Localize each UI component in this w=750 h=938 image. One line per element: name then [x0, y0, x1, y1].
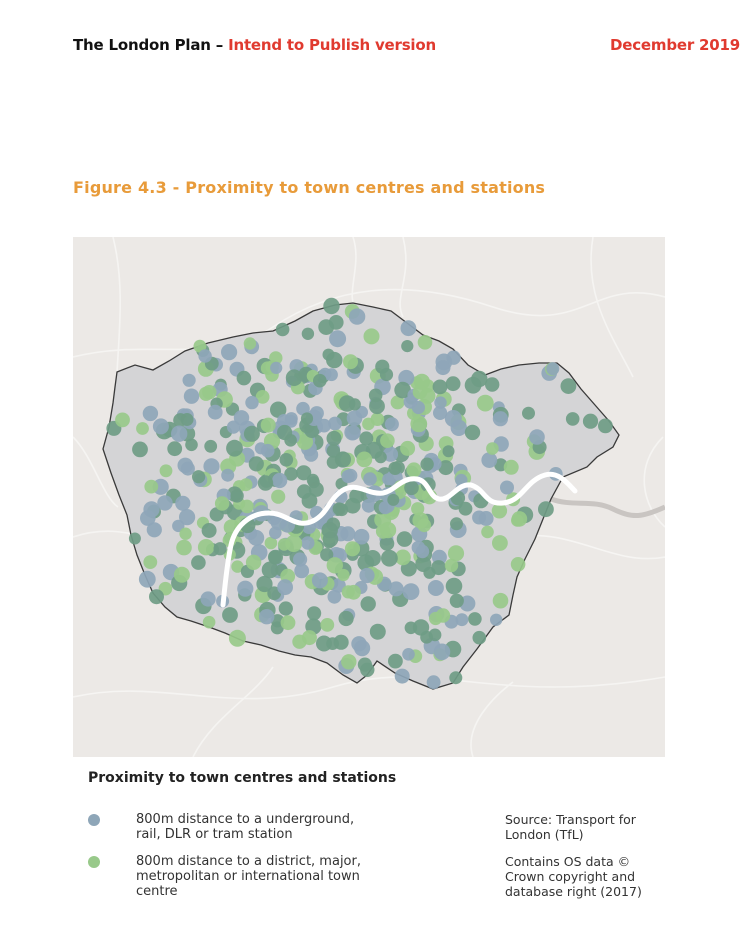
proximity-dot: [561, 378, 577, 394]
document-title: [73, 36, 436, 54]
proximity-dot: [143, 555, 157, 569]
proximity-dot: [371, 412, 385, 426]
proximity-dot: [410, 416, 427, 433]
proximity-dot: [346, 425, 361, 440]
proximity-dot: [427, 675, 441, 689]
proximity-dot: [227, 421, 240, 434]
proximity-dot: [388, 462, 401, 475]
proximity-dot: [450, 517, 463, 530]
proximity-dot: [566, 412, 580, 426]
proximity-dot: [473, 631, 487, 645]
proximity-dot: [132, 442, 148, 458]
proximity-dot: [244, 337, 256, 349]
proximity-dot: [412, 401, 425, 414]
proximity-dot: [204, 440, 217, 453]
proximity-dot: [359, 568, 374, 583]
proximity-dot: [340, 526, 355, 541]
source-note: Source: Transport for London (TfL): [505, 812, 636, 842]
proximity-dot: [181, 462, 195, 476]
proximity-dot: [240, 500, 254, 514]
proximity-dot: [420, 388, 436, 404]
proximity-dot: [160, 464, 173, 477]
proximity-dot: [312, 572, 328, 588]
proximity-dot: [511, 557, 526, 572]
proximity-dot: [327, 557, 343, 573]
proximity-dot: [380, 433, 395, 448]
map-legend: [73, 757, 665, 917]
proximity-dot: [420, 458, 433, 471]
proximity-dot: [446, 351, 460, 365]
proximity-dot: [417, 518, 431, 532]
proximity-dot: [329, 330, 346, 347]
proximity-dot: [401, 340, 413, 352]
proximity-dot: [271, 490, 285, 504]
proximity-dot: [202, 523, 217, 538]
proximity-dot: [167, 441, 182, 456]
proximity-dot: [529, 429, 545, 445]
proximity-dot: [364, 328, 380, 344]
proximity-dot: [322, 522, 338, 538]
proximity-dot: [490, 614, 502, 626]
proximity-dot: [297, 484, 312, 499]
proximity-dot: [323, 298, 339, 314]
proximity-dot: [485, 377, 499, 391]
proximity-dot: [221, 344, 237, 360]
proximity-dot: [406, 462, 421, 477]
proximity-dot: [449, 671, 462, 684]
proximity-dot: [293, 552, 307, 566]
proximity-dot: [341, 654, 356, 669]
proximity-dot: [191, 555, 206, 570]
proximity-dot: [149, 589, 164, 604]
proximity-dot: [276, 323, 290, 337]
proximity-dot: [139, 571, 156, 588]
proximity-dot: [387, 494, 399, 506]
proximity-dot: [327, 431, 342, 446]
proximity-dot: [249, 456, 264, 471]
document-name: The London Plan –: [73, 36, 229, 54]
proximity-dot: [385, 417, 399, 431]
proximity-dot: [215, 496, 229, 510]
proximity-dot: [245, 396, 258, 409]
proximity-dot: [292, 635, 306, 649]
proximity-dot: [198, 349, 211, 362]
proximity-dot: [268, 550, 281, 563]
document-date: December 2019: [610, 36, 740, 54]
proximity-dot: [365, 550, 381, 566]
proximity-dot: [402, 648, 415, 661]
proximity-dot: [183, 374, 196, 387]
proximity-dot: [246, 555, 261, 570]
proximity-dot: [465, 377, 482, 394]
proximity-dot: [369, 389, 383, 403]
proximity-dot: [522, 407, 535, 420]
proximity-dot: [346, 585, 361, 600]
proximity-dot: [181, 413, 194, 426]
proximity-dot: [240, 478, 253, 491]
proximity-dot: [214, 542, 227, 555]
proximity-dot: [500, 481, 514, 495]
proximity-dot: [222, 607, 238, 623]
proximity-dot: [313, 374, 327, 388]
proximity-dot: [230, 489, 243, 502]
proximity-dot: [446, 376, 461, 391]
proximity-dot: [434, 396, 446, 408]
proximity-dot: [323, 349, 335, 361]
proximity-dot: [327, 444, 340, 457]
proximity-dot: [389, 581, 404, 596]
proximity-dot: [468, 612, 482, 626]
map-container: [73, 237, 665, 757]
proximity-dot: [256, 576, 272, 592]
proximity-dot: [416, 545, 429, 558]
legend-label-town-centre: 800m distance to a district, major, metropolitan or international town centre: [136, 854, 361, 899]
proximity-dot: [328, 590, 342, 604]
page-header: [73, 36, 740, 58]
proximity-dot: [277, 425, 292, 440]
proximity-dot: [144, 480, 158, 494]
proximity-dot: [451, 420, 467, 436]
proximity-dot: [339, 395, 356, 412]
proximity-dot: [115, 413, 130, 428]
proximity-dot: [345, 541, 360, 556]
proximity-dot: [446, 578, 463, 595]
proximity-dot: [486, 442, 499, 455]
proximity-dot: [317, 419, 331, 433]
proximity-dot: [198, 539, 214, 555]
proximity-dot: [343, 354, 358, 369]
proximity-dot: [226, 440, 243, 457]
proximity-dot: [261, 418, 276, 433]
proximity-dot: [202, 385, 216, 399]
proximity-dot: [329, 315, 344, 330]
proximity-dot: [405, 622, 418, 635]
proximity-dot: [546, 362, 559, 375]
proximity-dot: [401, 320, 417, 336]
proximity-dot: [443, 445, 455, 457]
proximity-dot: [301, 412, 313, 424]
proximity-dot: [492, 535, 508, 551]
proximity-dot: [411, 502, 424, 515]
proximity-dot: [349, 308, 365, 324]
proximity-dot: [136, 422, 149, 435]
proximity-dot: [143, 406, 158, 421]
proximity-dot: [418, 335, 433, 350]
proximity-dot: [339, 611, 354, 626]
document-version: Intend to Publish version: [228, 36, 436, 54]
proximity-dot: [363, 472, 377, 486]
proximity-dot: [380, 522, 396, 538]
proximity-dot: [208, 405, 223, 420]
proximity-dot: [281, 615, 296, 630]
proximity-dot: [259, 609, 274, 624]
legend-title: Proximity to town centres and stations: [88, 770, 397, 786]
proximity-dot: [258, 475, 273, 490]
proximity-dot: [395, 669, 410, 684]
proximity-dot: [583, 414, 598, 429]
proximity-dot: [285, 535, 302, 552]
proximity-dot: [456, 613, 469, 626]
proximity-dot: [270, 362, 282, 374]
proximity-dot: [325, 368, 338, 381]
proximity-dot: [279, 601, 293, 615]
proximity-dot: [481, 452, 497, 468]
proximity-dot: [423, 567, 435, 579]
proximity-dot: [153, 418, 169, 434]
proximity-dot: [511, 514, 524, 527]
proximity-dot: [400, 441, 415, 456]
proximity-dot: [143, 501, 159, 517]
proximity-dot: [354, 640, 370, 656]
proximity-dot: [277, 579, 293, 595]
proximity-dot: [598, 419, 613, 434]
proximity-dot: [301, 536, 314, 549]
proximity-dot: [129, 533, 141, 545]
proximity-dot: [341, 470, 354, 483]
proximity-dot: [481, 526, 494, 539]
figure-title: Figure 4.3 - Proximity to town centres and stations: [73, 178, 546, 197]
proximity-dot: [261, 444, 275, 458]
proximity-dot: [358, 658, 372, 672]
proximity-dot: [381, 550, 398, 567]
proximity-dot: [221, 469, 234, 482]
proximity-dot: [307, 606, 321, 620]
proximity-dot: [192, 470, 205, 483]
proximity-dot: [184, 389, 199, 404]
proximity-dot: [179, 528, 191, 540]
proximity-dot: [472, 511, 486, 525]
proximity-dot: [538, 501, 554, 517]
proximity-dot: [347, 410, 363, 426]
proximity-dot: [203, 616, 216, 629]
green-dot-icon: [88, 856, 100, 868]
proximity-dot: [493, 593, 509, 609]
proximity-dot: [434, 644, 451, 661]
proximity-dot: [356, 452, 372, 468]
proximity-dot: [201, 591, 216, 606]
proximity-dot: [326, 637, 339, 650]
proximity-dot: [147, 522, 162, 537]
proximity-dot: [174, 567, 190, 583]
proximity-dot: [185, 439, 198, 452]
proximity-dot: [345, 498, 361, 514]
proximity-dot: [450, 594, 464, 608]
proximity-dot: [320, 618, 334, 632]
proximity-dot: [237, 581, 253, 597]
proximity-dot: [370, 624, 386, 640]
proximity-dot: [465, 425, 480, 440]
proximity-dot: [157, 495, 172, 510]
proximity-dot: [280, 453, 294, 467]
proximity-dot: [397, 531, 413, 547]
proximity-dot: [433, 380, 448, 395]
blue-dot-icon: [88, 814, 100, 826]
london-map: [73, 237, 665, 757]
proximity-dot: [175, 496, 190, 511]
proximity-dot: [171, 426, 187, 442]
proximity-dot: [493, 411, 508, 426]
proximity-dot: [504, 460, 519, 475]
proximity-dot: [380, 368, 393, 381]
proximity-dot: [361, 596, 376, 611]
copyright-note: Contains OS data © Crown copyright and database right (2017): [505, 854, 642, 899]
proximity-dot: [428, 580, 444, 596]
proximity-dot: [403, 583, 420, 600]
proximity-dot: [237, 371, 252, 386]
proximity-dot: [302, 328, 314, 340]
proximity-dot: [286, 369, 303, 386]
proximity-dot: [429, 612, 442, 625]
legend-label-station: 800m distance to a underground, rail, DLR or tram station: [136, 812, 355, 842]
proximity-dot: [382, 473, 394, 485]
proximity-dot: [272, 473, 287, 488]
proximity-dot: [477, 395, 494, 412]
proximity-dot: [445, 559, 458, 572]
proximity-dot: [388, 654, 403, 669]
proximity-dot: [229, 630, 246, 647]
proximity-dot: [176, 540, 192, 556]
